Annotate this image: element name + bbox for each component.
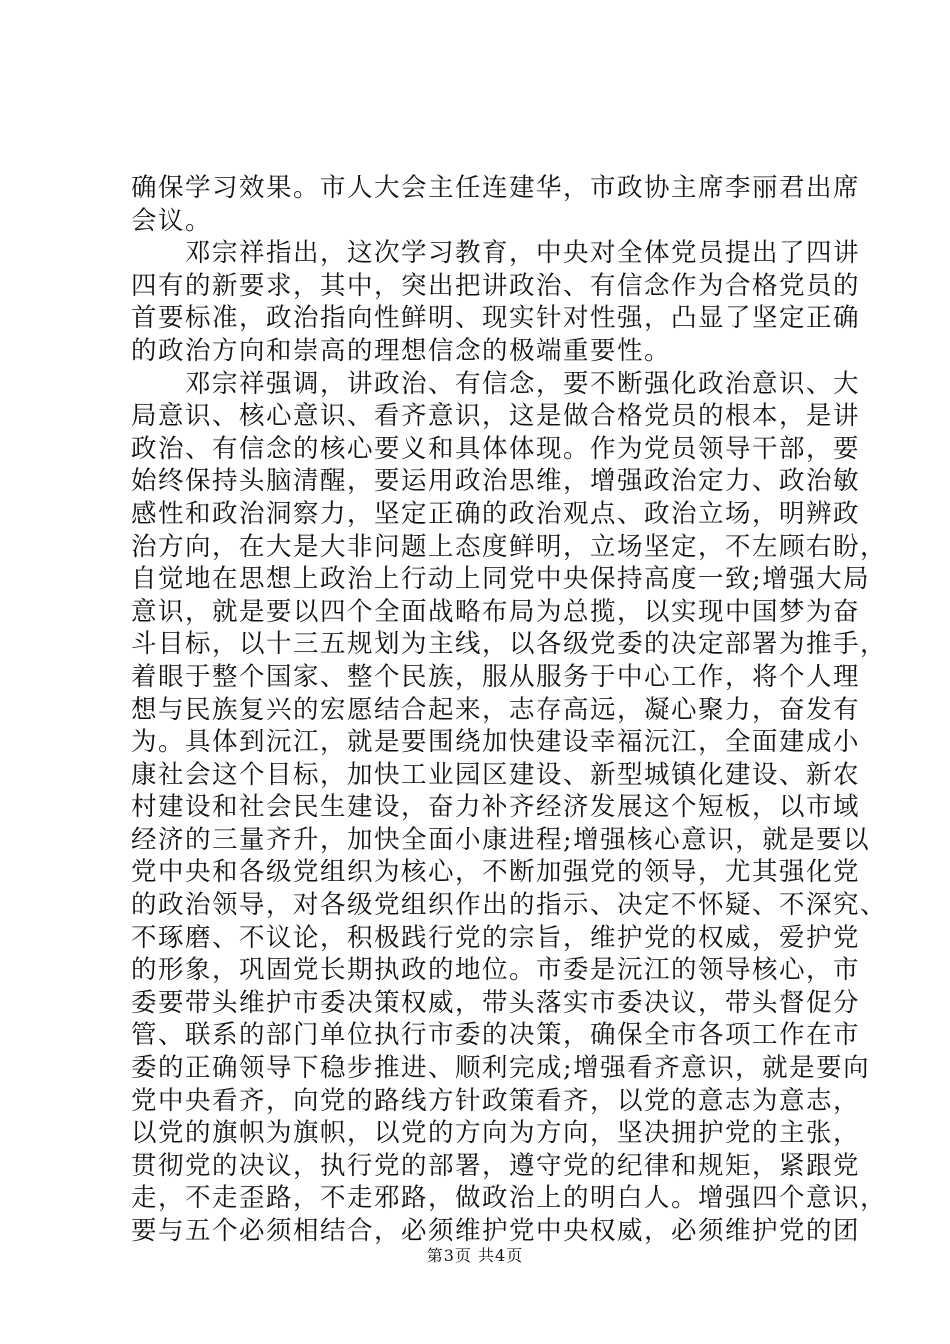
body-text-line: 确保学习效果。市人大会主任连建华，市政协主席李丽君出席 xyxy=(131,173,861,203)
body-text-line: 四有的新要求，其中，突出把讲政治、有信念作为合格党员的 xyxy=(131,270,861,301)
body-text-line: 党中央看齐，向党的路线方针政策看齐，以党的意志为意志， xyxy=(131,1085,861,1116)
body-text-line: 康社会这个目标，加快工业园区建设、新型城镇化建设、新农 xyxy=(131,759,861,790)
body-text-line: 邓宗祥强调，讲政治、有信念，要不断强化政治意识、大 xyxy=(131,368,861,399)
body-text-line: 的政治方向和崇高的理想信念的极端重要性。 xyxy=(131,335,672,366)
body-text-line: 自觉地在思想上政治上行动上同党中央保持高度一致;增强大局 xyxy=(131,564,871,595)
body-text-line: 感性和政治洞察力，坚定正确的政治观点、政治立场，明辨政 xyxy=(131,498,861,529)
body-text-line: 要与五个必须相结合，必须维护党中央权威，必须维护党的团 xyxy=(131,1216,861,1246)
body-text-line: 贯彻党的决议，执行党的部署，遵守党的纪律和规矩，紧跟党 xyxy=(131,1150,861,1181)
body-text-line: 的形象，巩固党长期执政的地位。市委是沅江的领导核心，市 xyxy=(131,955,861,986)
body-text-line: 以党的旗帜为旗帜，以党的方向为方向，坚决拥护党的主张， xyxy=(131,1118,861,1149)
body-text-line: 着眼于整个国家、整个民族，服从服务于中心工作，将个人理 xyxy=(131,661,861,692)
body-text-line: 首要标准，政治指向性鲜明、现实针对性强，凸显了坚定正确 xyxy=(131,303,861,334)
body-text-line: 不琢磨、不议论，积极践行党的宗旨，维护党的权威，爱护党 xyxy=(131,922,861,953)
body-text-line: 管、联系的部门单位执行市委的决策，确保全市各项工作在市 xyxy=(131,1020,861,1051)
body-text-line: 为。具体到沅江，就是要围绕加快建设幸福沅江，全面建成小 xyxy=(131,727,861,758)
document-body xyxy=(131,172,888,1248)
body-text-line: 政治、有信念的核心要义和具体体现。作为党员领导干部，要 xyxy=(131,433,861,464)
body-text-line: 始终保持头脑清醒，要运用政治思维，增强政治定力、政治敏 xyxy=(131,466,861,497)
body-text-line: 的政治领导，对各级党组织作出的指示、决定不怀疑、不深究、 xyxy=(131,890,888,921)
body-text-line: 走，不走歪路，不走邪路，做政治上的明白人。增强四个意识， xyxy=(131,1183,888,1214)
body-text-line: 村建设和社会民生建设，奋力补齐经济发展这个短板，以市域 xyxy=(131,792,861,823)
body-text-line: 邓宗祥指出，这次学习教育，中央对全体党员提出了四讲 xyxy=(131,238,861,269)
body-text-line: 委的正确领导下稳步推进、顺利完成;增强看齐意识，就是要向 xyxy=(131,1053,871,1084)
body-text-line: 会议。 xyxy=(131,205,213,236)
body-text-line: 想与民族复兴的宏愿结合起来，志存高远，凝心聚力，奋发有 xyxy=(131,694,861,725)
body-text-line: 党中央和各级党组织为核心，不断加强党的领导，尤其强化党 xyxy=(131,857,861,888)
body-text-line: 斗目标，以十三五规划为主线，以各级党委的决定部署为推手， xyxy=(131,629,888,660)
page-number-footer: 第3页 共4页 xyxy=(426,1246,524,1265)
body-text-line: 意识，就是要以四个全面战略布局为总揽，以实现中国梦为奋 xyxy=(131,596,861,627)
body-text-line: 治方向，在大是大非问题上态度鲜明，立场坚定，不左顾右盼， xyxy=(131,531,888,562)
body-text-line: 委要带头维护市委决策权威，带头落实市委决议，带头督促分 xyxy=(131,987,861,1018)
body-text-line: 经济的三量齐升，加快全面小康进程;增强核心意识，就是要以 xyxy=(131,824,871,855)
body-text-line: 局意识、核心意识、看齐意识，这是做合格党员的根本，是讲 xyxy=(131,401,861,432)
